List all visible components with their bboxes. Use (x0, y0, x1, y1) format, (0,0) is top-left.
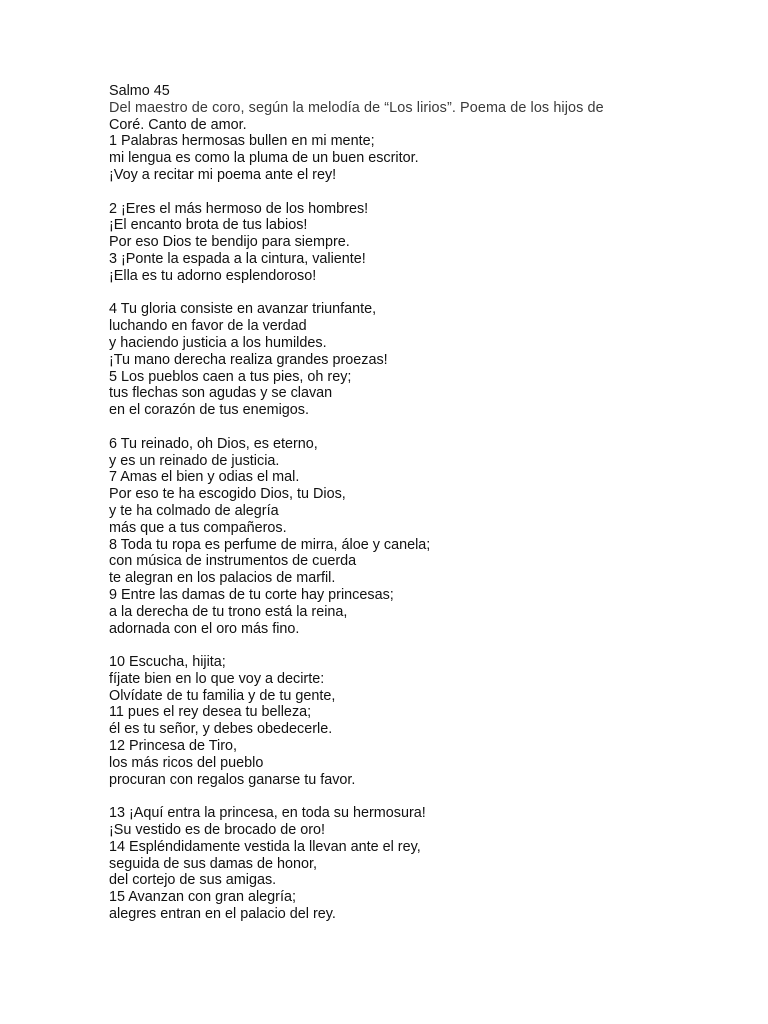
verse-line: con música de instrumentos de cuerda (109, 553, 357, 570)
verse-line: y haciendo justicia a los humildes. (109, 334, 327, 351)
stanza-gap (109, 285, 749, 302)
verse-line: a la derecha de tu trono está la reina, (109, 603, 348, 620)
verse-line: del cortejo de sus amigas. (109, 872, 277, 889)
psalm-subtitle-line-2: Coré. Canto de amor. (109, 116, 247, 133)
verse-line: 1 Palabras hermosas bullen en mi mente; (109, 133, 375, 150)
verse-line: seguida de sus damas de honor, (109, 855, 318, 872)
verse-line: ¡Tu mano derecha realiza grandes proezas! (109, 351, 388, 368)
psalm-title: Salmo 45 (109, 83, 170, 99)
verse-line: Olvídate de tu familia y de tu gente, (109, 687, 336, 704)
verse-line: Por eso te ha escogido Dios, tu Dios, (109, 486, 346, 503)
verse-line: Por eso Dios te bendijo para siempre. (109, 234, 350, 251)
psalm-text (109, 83, 749, 923)
stanza-5 (109, 654, 749, 788)
verse-line: 2 ¡Eres el más hermoso de los hombres! (109, 200, 369, 217)
verse-line: y te ha colmado de alegría (109, 502, 279, 519)
verse-line: adornada con el oro más fino. (109, 620, 300, 637)
verse-line: mi lengua es como la pluma de un buen escritor. (109, 150, 419, 167)
verse-line: y es un reinado de justicia. (109, 452, 280, 469)
verse-line: 10 Escucha, hijita; (109, 654, 226, 671)
verse-line: los más ricos del pueblo (109, 754, 264, 771)
verse-line: ¡El encanto brota de tus labios! (109, 217, 308, 234)
verse-line: ¡Voy a recitar mi poema ante el rey! (109, 166, 337, 183)
verse-line: luchando en favor de la verdad (109, 318, 307, 335)
verse-line: ¡Su vestido es de brocado de oro! (109, 822, 325, 839)
verse-line: en el corazón de tus enemigos. (109, 402, 309, 419)
verse-line: 7 Amas el bien y odias el mal. (109, 469, 300, 486)
verse-line: 3 ¡Ponte la espada a la cintura, valiente! (109, 250, 366, 267)
stanza-4 (109, 436, 749, 638)
verse-line: tus flechas son agudas y se clavan (109, 385, 333, 402)
verse-line: 4 Tu gloria consiste en avanzar triunfante, (109, 301, 377, 318)
verse-line: 14 Espléndidamente vestida la llevan ante el rey, (109, 838, 421, 855)
stanza-6 (109, 805, 749, 923)
stanza-1 (109, 133, 749, 183)
verse-line: te alegran en los palacios de marfil. (109, 570, 336, 587)
verse-line: 8 Toda tu ropa es perfume de mirra, áloe y canela; (109, 536, 431, 553)
stanza-gap (109, 184, 749, 201)
stanza-2 (109, 201, 749, 285)
verse-line: fíjate bien en lo que voy a decirte: (109, 670, 325, 687)
psalm-subtitle-line-1: Del maestro de coro, según la melodía de “Los lirios”. Poema de los hijos de (109, 99, 604, 116)
verse-line: 12 Princesa de Tiro, (109, 738, 237, 755)
verse-line: él es tu señor, y debes obedecerle. (109, 721, 333, 738)
verse-line: 5 Los pueblos caen a tus pies, oh rey; (109, 368, 352, 385)
verse-line: 9 Entre las damas de tu corte hay princesas; (109, 586, 394, 603)
verse-line: procuran con regalos ganarse tu favor. (109, 771, 356, 788)
verse-line: 6 Tu reinado, oh Dios, es eterno, (109, 435, 318, 452)
stanza-3 (109, 301, 749, 419)
verse-line: alegres entran en el palacio del rey. (109, 906, 336, 923)
stanza-gap (109, 637, 749, 654)
verse-line: 15 Avanzan con gran alegría; (109, 889, 296, 906)
verse-line: ¡Ella es tu adorno esplendoroso! (109, 267, 317, 284)
verse-line: 11 pues el rey desea tu belleza; (109, 704, 312, 721)
stanza-gap (109, 788, 749, 805)
stanza-gap (109, 419, 749, 436)
verse-line: más que a tus compañeros. (109, 519, 287, 536)
verse-line: 13 ¡Aquí entra la princesa, en toda su hermosura! (109, 805, 426, 822)
